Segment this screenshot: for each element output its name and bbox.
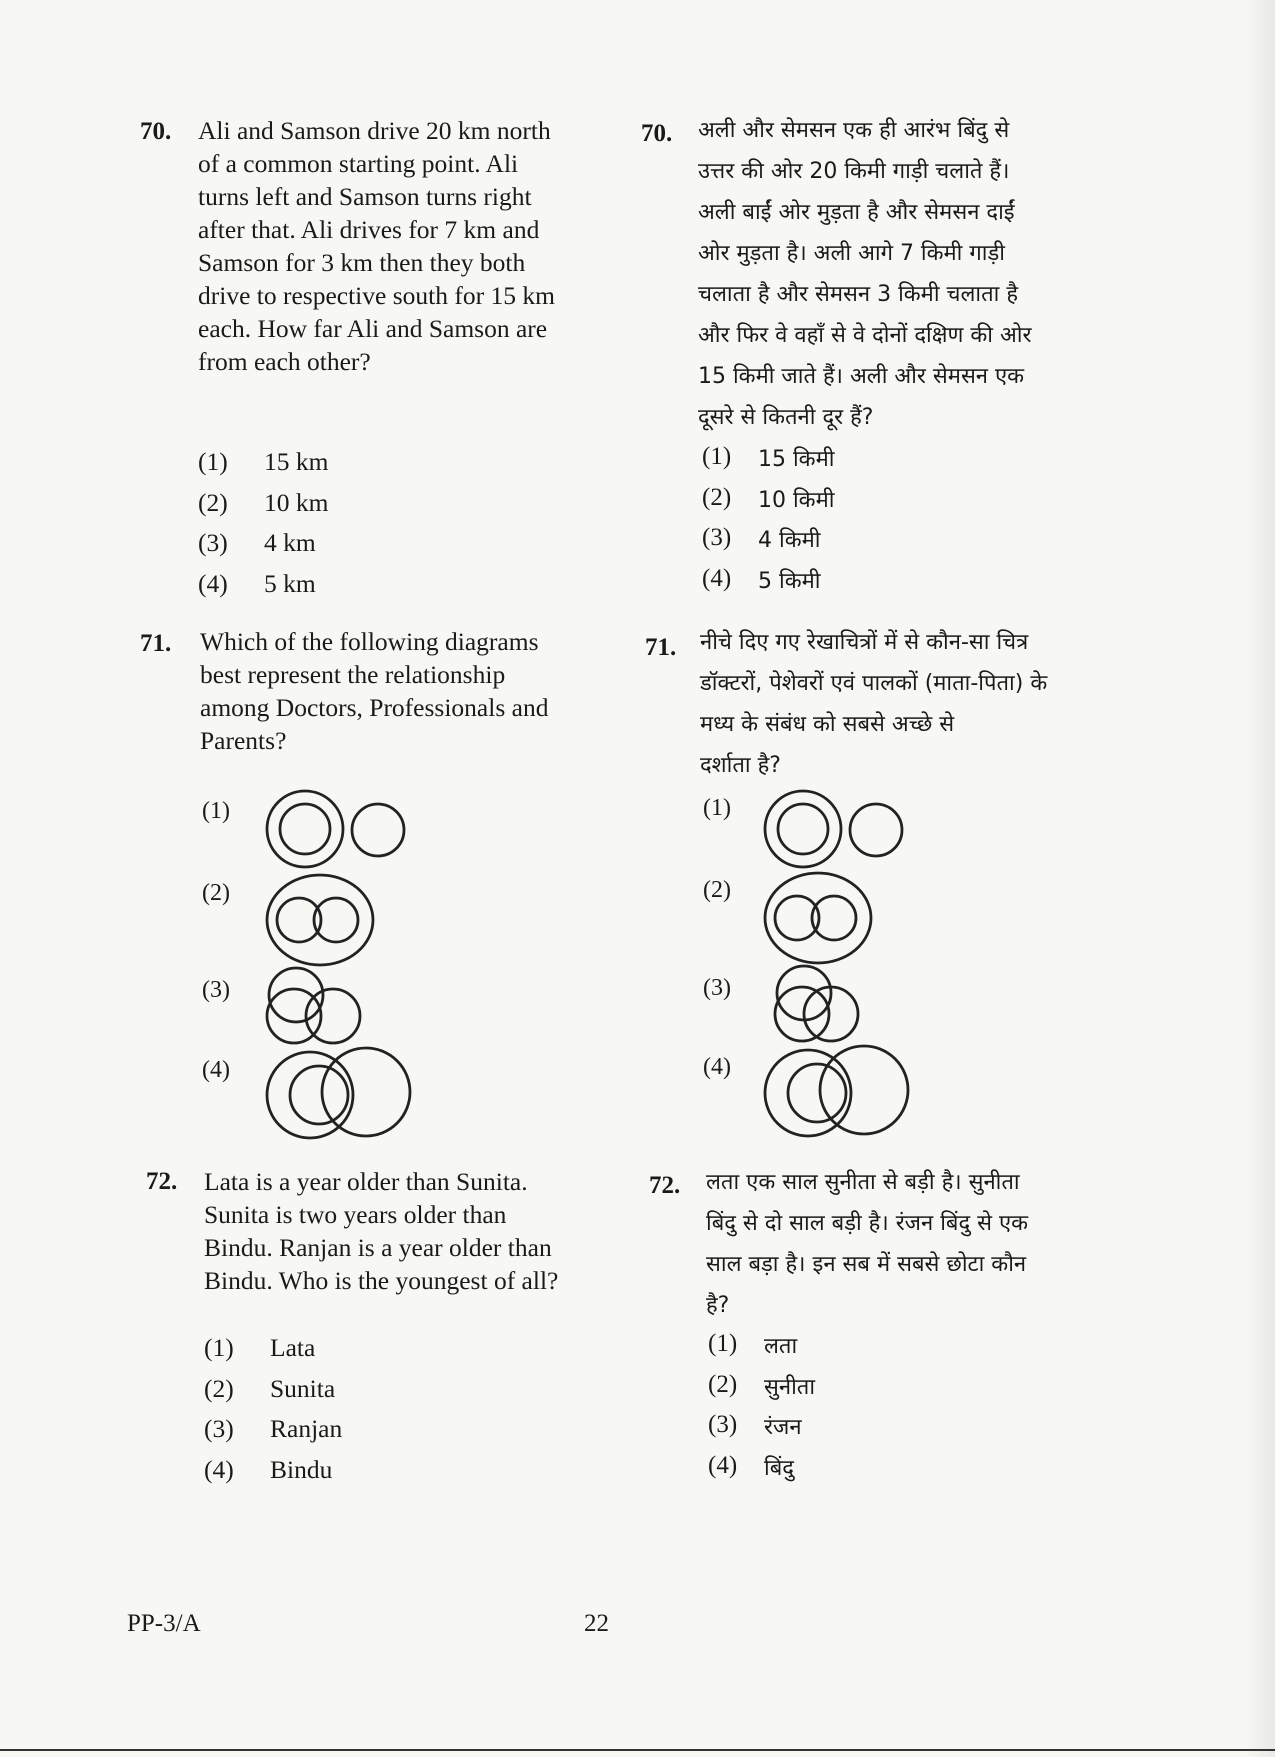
option-text: 4 किमी: [758, 528, 821, 553]
diagram-label[interactable]: (1): [703, 795, 731, 821]
option-text: रंजन: [764, 1415, 802, 1440]
q70-option-en[interactable]: [198, 447, 328, 488]
q70-option-en[interactable]: [198, 488, 328, 529]
diagram-label[interactable]: (3): [703, 975, 731, 1001]
q72-hi-line: साल बड़ा है। इन सब में सबसे छोटा कौन: [706, 1252, 1027, 1277]
q72-en-line: Bindu. Who is the youngest of all?: [204, 1266, 559, 1295]
scan-bottom-edge: [0, 1749, 1275, 1751]
q70-en-line: each. How far Ali and Samson are: [198, 314, 548, 343]
q70-option-hi[interactable]: [702, 565, 834, 606]
q70-hi-line: दूसरे से कितनी दूर हैं?: [698, 405, 874, 430]
q70-option-en[interactable]: [198, 569, 328, 610]
q70-options-hi: [702, 443, 834, 605]
diagram-label[interactable]: (4): [202, 1057, 230, 1083]
option-number: (3): [702, 524, 732, 551]
q70-text-hi: [698, 110, 1168, 438]
paper-code: PP-3/A: [127, 1610, 201, 1637]
q70-en-line: Samson for 3 km then they both: [198, 248, 526, 277]
q71-en-line: best represent the relationship: [200, 660, 506, 689]
option-number: (4): [708, 1451, 738, 1479]
page-number: 22: [584, 1610, 609, 1637]
q72-option-en[interactable]: [204, 1333, 342, 1374]
q72-option-hi[interactable]: [708, 1330, 815, 1371]
q72-hi-line: बिंदु से दो साल बड़ी है। रंजन बिंदु से एक: [706, 1211, 1029, 1236]
q70-option-en[interactable]: [198, 528, 328, 569]
q72-option-hi[interactable]: [708, 1411, 815, 1452]
q72-options-hi: [708, 1330, 815, 1492]
q70-en-line: Ali and Samson drive 20 km north: [198, 116, 551, 145]
q71-text-hi: [700, 622, 1170, 786]
q70-en-line: from each other?: [198, 347, 371, 376]
q72-number-hi: 72.: [649, 1172, 681, 1199]
option-text: 4 km: [264, 528, 316, 557]
q71-en-line: Parents?: [200, 726, 287, 755]
q72-option-en[interactable]: [204, 1455, 342, 1496]
option-number: (1): [702, 443, 732, 470]
q72-en-line: Bindu. Ranjan is a year older than: [204, 1233, 552, 1262]
q70-text-en: [198, 114, 618, 378]
q70-en-line: after that. Ali drives for 7 km and: [198, 215, 540, 244]
q70-hi-line: चलाता है और सेमसन 3 किमी चलाता है: [698, 282, 1019, 307]
option-number: (2): [702, 483, 732, 511]
q71-hi-line: मध्य के संबंध को सबसे अच्छे से: [700, 712, 955, 737]
q71-text-en: [200, 625, 620, 757]
option-text: 10 km: [264, 487, 329, 517]
q70-option-hi[interactable]: [702, 484, 834, 525]
option-number: (4): [702, 564, 732, 592]
q72-option-hi[interactable]: [708, 1371, 815, 1412]
q71-en-line: Which of the following diagrams: [200, 627, 539, 656]
q70-option-hi[interactable]: [702, 443, 834, 484]
q70-hi-line: अली और सेमसन एक ही आरंभ बिंदु से: [698, 118, 1010, 143]
q70-options-en: [198, 447, 328, 609]
q72-hi-line: है?: [706, 1293, 730, 1318]
q70-en-line: turns left and Samson turns right: [198, 182, 532, 211]
option-number: (2): [708, 1370, 738, 1398]
diagram-label[interactable]: (1): [202, 798, 230, 824]
q70-hi-line: और फिर वे वहाँ से वे दोनों दक्षिण की ओर: [698, 323, 1032, 348]
q72-number-en: 72.: [146, 1168, 178, 1195]
q72-option-hi[interactable]: [708, 1452, 815, 1493]
diagram-label[interactable]: (2): [703, 877, 731, 903]
option-text: Lata: [270, 1333, 316, 1362]
page-edge-shadow: [1245, 0, 1275, 1757]
option-number: (1): [198, 447, 228, 476]
q71-hi-line: डॉक्टरों, पेशेवरों एवं पालकों (माता-पिता) के: [700, 671, 1048, 696]
q70-option-hi[interactable]: [702, 524, 834, 565]
option-number: (4): [198, 568, 228, 598]
q72-en-line: Sunita is two years older than: [204, 1200, 507, 1229]
option-number: (2): [198, 487, 228, 517]
option-text: 5 km: [264, 568, 316, 598]
q71-number-hi: 71.: [645, 634, 677, 661]
q70-en-line: of a common starting point. Ali: [198, 149, 519, 178]
option-text: Ranjan: [270, 1414, 343, 1443]
q72-options-en: [204, 1333, 342, 1495]
option-text: सुनीता: [764, 1374, 816, 1400]
q72-option-en[interactable]: [204, 1414, 342, 1455]
diagram-label[interactable]: (4): [703, 1054, 731, 1080]
q72-hi-line: लता एक साल सुनीता से बड़ी है। सुनीता: [706, 1170, 1020, 1195]
diagram-label[interactable]: (2): [202, 880, 230, 906]
q70-hi-line: ओर मुड़ता है। अली आगे 7 किमी गाड़ी: [698, 241, 1005, 266]
option-number: (2): [204, 1373, 234, 1403]
q70-en-line: drive to respective south for 15 km: [198, 281, 555, 310]
q72-text-en: [204, 1165, 624, 1297]
option-text: 5 किमी: [758, 568, 821, 594]
diagram-label[interactable]: (3): [202, 977, 230, 1003]
q70-hi-line: उत्तर की ओर 20 किमी गाड़ी चलाते हैं।: [698, 159, 1010, 184]
q70-hi-line: 15 किमी जाते हैं। अली और सेमसन एक: [698, 364, 1025, 389]
q70-number-hi: 70.: [641, 120, 673, 147]
option-text: Sunita: [270, 1373, 336, 1403]
q72-text-hi: [706, 1162, 1176, 1326]
option-text: 10 किमी: [758, 487, 835, 513]
q70-hi-line: अली बाईं ओर मुड़ता है और सेमसन दाईं: [698, 200, 1015, 225]
option-number: (3): [198, 528, 228, 557]
q71-hi-line: नीचे दिए गए रेखाचित्रों में से कौन-सा चित्र: [700, 630, 1029, 655]
option-text: Bindu: [270, 1454, 333, 1484]
option-text: 15 km: [264, 447, 329, 476]
q70-number-en: 70.: [140, 118, 172, 145]
q72-option-en[interactable]: [204, 1374, 342, 1415]
q71-hi-line: दर्शाता है?: [700, 753, 781, 778]
q71-en-line: among Doctors, Professionals and: [200, 693, 549, 722]
q72-en-line: Lata is a year older than Sunita.: [204, 1167, 528, 1196]
option-text: बिंदु: [764, 1455, 794, 1481]
option-text: 15 किमी: [758, 447, 835, 472]
option-number: (1): [708, 1330, 738, 1357]
option-number: (4): [204, 1454, 234, 1484]
option-text: लता: [764, 1334, 798, 1359]
option-number: (1): [204, 1333, 234, 1362]
option-number: (3): [708, 1411, 738, 1438]
option-number: (3): [204, 1414, 234, 1443]
diagram-4-overlap-with-inner: [0, 0, 1, 1]
q71-number-en: 71.: [140, 630, 172, 657]
